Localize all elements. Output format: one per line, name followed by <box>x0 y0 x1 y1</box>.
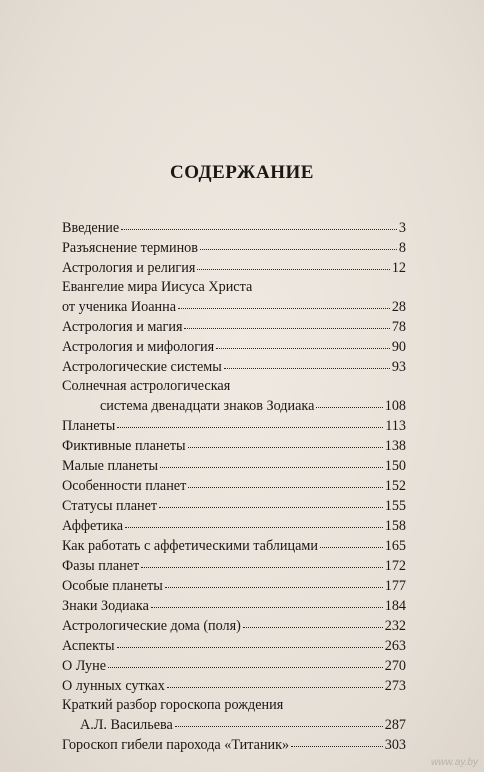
toc-entry <box>62 436 406 456</box>
toc-entry-title: Астрологические системы <box>62 358 222 375</box>
dot-leader <box>316 394 382 408</box>
toc-entry-page: 138 <box>384 437 406 454</box>
toc-entry <box>62 616 406 636</box>
toc-entry-page: 28 <box>391 298 406 315</box>
dot-leader <box>141 554 382 568</box>
dot-leader <box>125 514 383 528</box>
toc-entry-title: Статусы планет <box>62 497 158 514</box>
toc-entry-title: А.Л. Васильева <box>80 716 173 733</box>
toc-entry-title: Аффетика <box>62 517 124 534</box>
toc-entry <box>62 218 406 238</box>
page-title: СОДЕРЖАНИЕ <box>170 162 314 183</box>
toc-entry-page: 303 <box>384 736 406 753</box>
toc-entry-title: Как работать с аффетическими таблицами <box>62 537 318 554</box>
toc-entry-title: Аспекты <box>62 637 115 654</box>
dot-leader <box>216 335 390 349</box>
dot-leader <box>178 295 390 309</box>
dot-leader <box>121 216 397 230</box>
toc-entry <box>62 576 406 596</box>
toc-entry-page: 113 <box>385 417 406 434</box>
toc-entry <box>62 357 406 377</box>
toc-entry-title: О лунных сутках <box>62 677 165 694</box>
toc-entry <box>62 416 406 436</box>
toc-entry-title: Астрологические дома (поля) <box>62 617 241 634</box>
dot-leader <box>117 634 383 648</box>
toc-entry-title: Фазы планет <box>62 557 140 574</box>
toc-entry-page: 273 <box>384 677 406 694</box>
toc-entry-page: 165 <box>384 537 406 554</box>
toc-entry <box>62 556 406 576</box>
toc-entry-title: Гороскоп гибели парохода «Титаник» <box>62 736 290 753</box>
toc-entry-title: Знаки Зодиака <box>62 597 149 614</box>
toc-entry-page: 152 <box>384 477 406 494</box>
toc-entry-title: О Луне <box>62 657 107 674</box>
toc-entry-title-line1: Солнечная астрологическая <box>62 377 231 394</box>
toc-entry-page: 172 <box>384 557 406 574</box>
dot-leader <box>159 494 383 508</box>
watermark: www.ay.by <box>430 757 478 768</box>
toc-entry-page: 155 <box>384 497 406 514</box>
toc-entry-page: 150 <box>384 457 406 474</box>
dot-leader <box>320 534 383 548</box>
toc-entry <box>62 715 406 735</box>
toc-entry-title: Разъяснение терминов <box>62 239 198 256</box>
toc-entry <box>62 536 406 556</box>
toc-entry-title-line1: Евангелие мира Иисуса Христа <box>62 278 253 295</box>
dot-leader <box>200 236 397 250</box>
dot-leader <box>160 454 383 468</box>
dot-leader <box>224 355 390 369</box>
toc-entry-title: Астрология и мифология <box>62 338 215 355</box>
toc-entry-title: Фиктивные планеты <box>62 437 186 454</box>
toc-entry-page: 78 <box>391 318 406 335</box>
toc-entry-title: Особенности планет <box>62 477 187 494</box>
toc-entry <box>62 337 406 357</box>
toc-entry-title: Астрология и религия <box>62 259 196 276</box>
toc-entry-title: Особые планеты <box>62 577 163 594</box>
toc-entry <box>62 456 406 476</box>
dot-leader <box>188 434 383 448</box>
toc-entry <box>62 476 406 496</box>
toc-entry-page: 8 <box>398 239 406 256</box>
toc-entry <box>62 238 406 258</box>
toc-entry-title: Введение <box>62 219 120 236</box>
toc-entry <box>62 656 406 676</box>
dot-leader <box>167 674 383 688</box>
dot-leader <box>117 414 383 428</box>
dot-leader <box>291 733 383 747</box>
toc-entry <box>62 735 406 755</box>
dot-leader <box>184 315 389 329</box>
toc-entry-page: 3 <box>398 219 406 236</box>
toc-entry <box>62 516 406 536</box>
dot-leader <box>165 574 383 588</box>
toc-entry-page: 184 <box>384 597 406 614</box>
toc-entry-page: 232 <box>384 617 406 634</box>
toc-entry-page: 12 <box>391 259 406 276</box>
dot-leader <box>151 594 383 608</box>
toc-entry <box>62 496 406 516</box>
toc-entry-title: Планеты <box>62 417 116 434</box>
dot-leader <box>243 614 383 628</box>
dot-leader <box>197 256 389 270</box>
toc-entry-title: Астрология и магия <box>62 318 183 335</box>
toc-entry <box>62 396 406 416</box>
toc-entry-page: 158 <box>384 517 406 534</box>
toc-entry-page: 90 <box>391 338 406 355</box>
toc-entry-page: 270 <box>384 657 406 674</box>
toc-entry <box>62 258 406 278</box>
toc-entry <box>62 676 406 696</box>
toc-entry-title: система двенадцати знаков Зодиака <box>100 397 315 414</box>
toc-entry-page: 263 <box>384 637 406 654</box>
toc-entry-page: 287 <box>384 716 406 733</box>
toc-entry <box>62 317 406 337</box>
toc-entry <box>62 636 406 656</box>
toc-entry <box>62 596 406 616</box>
dot-leader <box>175 713 383 727</box>
dot-leader <box>188 474 382 488</box>
toc-entry-title: от ученика Иоанна <box>62 298 177 315</box>
toc-entry-page: 93 <box>391 358 406 375</box>
table-of-contents <box>62 218 406 755</box>
toc-entry-title: Малые планеты <box>62 457 159 474</box>
toc-entry-page: 108 <box>384 397 406 414</box>
toc-entry-title-line1: Краткий разбор гороскопа рождения <box>62 696 284 713</box>
toc-entry <box>62 297 406 317</box>
dot-leader <box>108 654 383 668</box>
toc-entry-page: 177 <box>384 577 406 594</box>
